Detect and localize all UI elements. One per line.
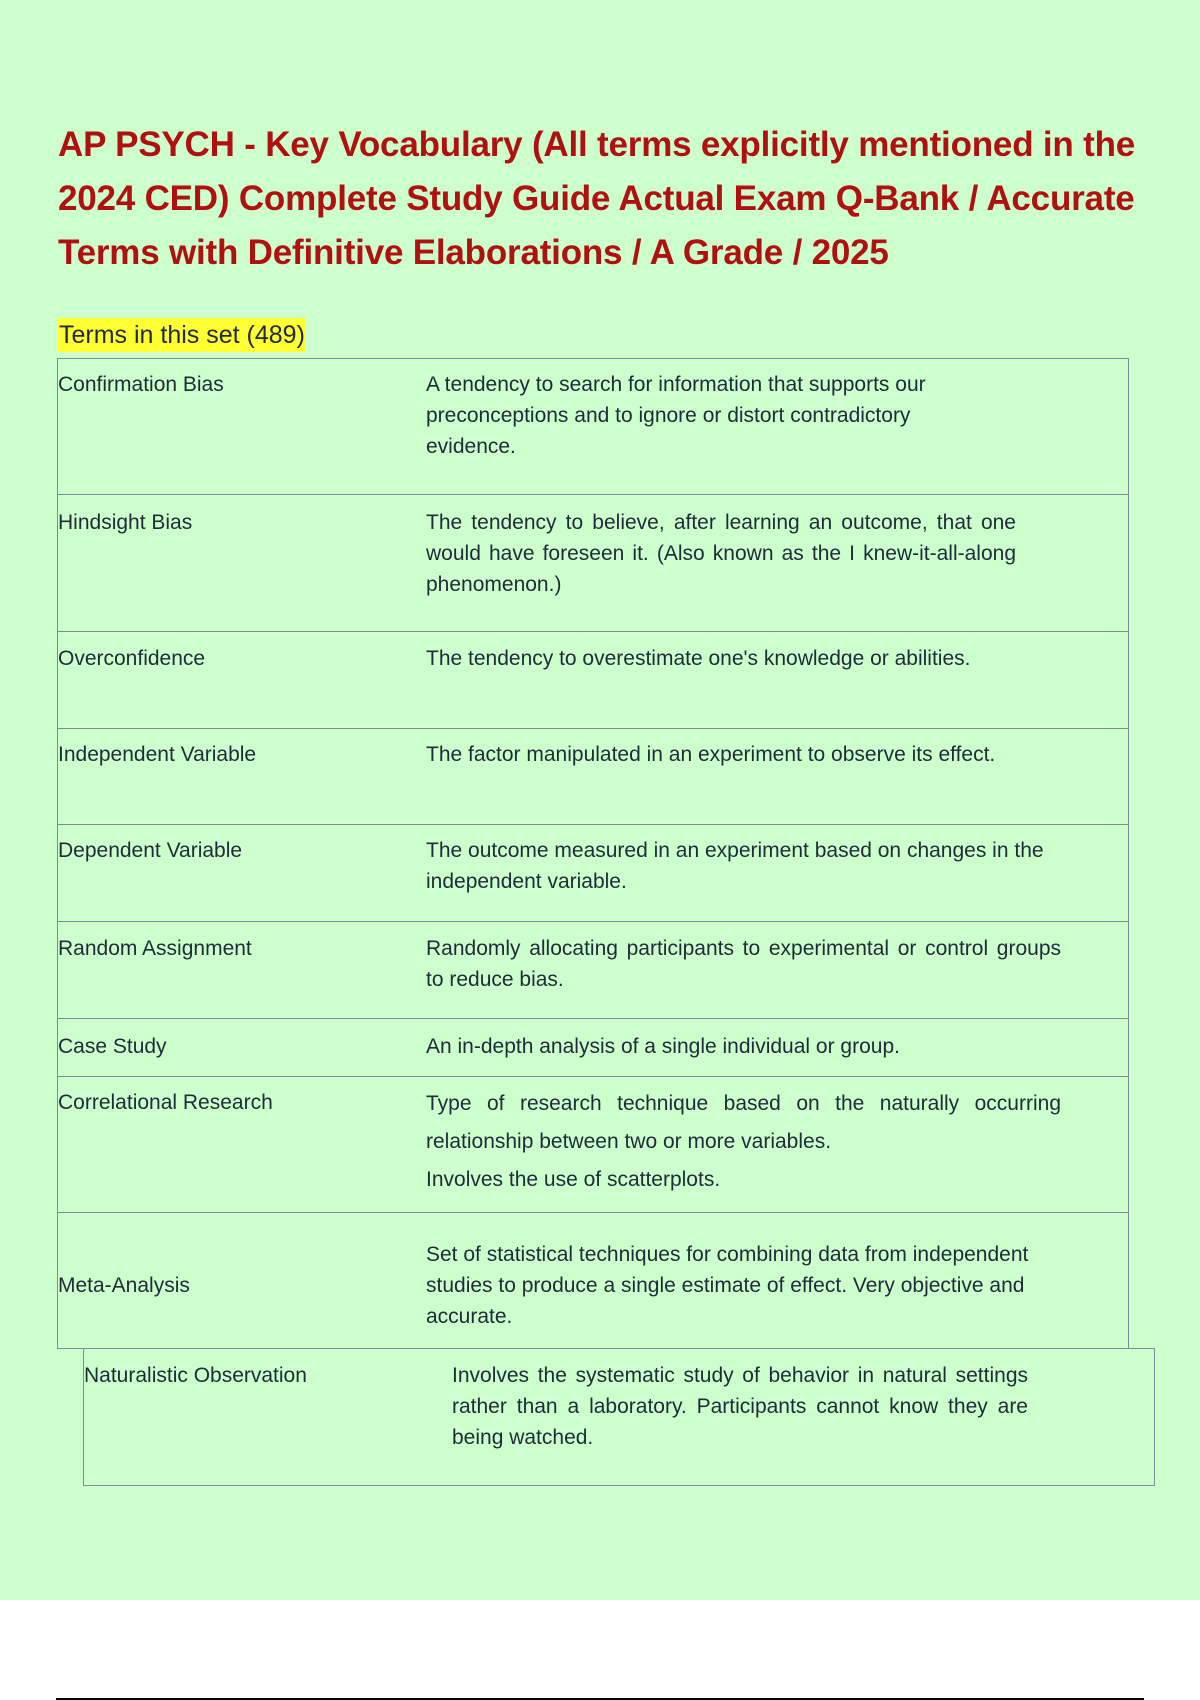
term-definition: The factor manipulated in an experiment to observe its effect. [426,743,996,766]
term-name: Case Study [58,1035,167,1058]
term-row [57,1018,1129,1077]
terms-count-heading: Terms in this set (489) [58,318,306,352]
term-name: Independent Variable [58,743,257,766]
term-row [57,494,1129,632]
term-definition: Type of research technique based on the naturally occurring relationship between two or more variables. [426,1092,1061,1153]
term-name: Meta-Analysis [58,1274,190,1297]
term-name: Naturalistic Observation [84,1364,307,1387]
term-name: Overconfidence [58,647,206,670]
term-definition: Set of statistical techniques for combining data from independent studies to produce a single estimate of effect. Very objective and accurate. [426,1243,1029,1328]
document-title: AP PSYCH - Key Vocabulary (All terms explicitly mentioned in the 2024 CED) Complete Study Guide Actual Exam Q-Bank / Accurate Terms with Definitive Elaborations / A Grade / 2025 [58,125,1136,272]
term-name: Dependent Variable [58,839,243,862]
term-definition: Randomly allocating participants to experimental or control groups to reduce bias. [426,937,1061,991]
term-row [57,1212,1129,1349]
term-definition: A tendency to search for information that supports our preconceptions and to ignore or distort contradictory evidence. [426,373,926,458]
term-row [57,728,1129,825]
term-definition: The tendency to believe, after learning an outcome, that one would have foreseen it. (Also known as the I knew-it-all-along phenomenon.) [426,511,1016,596]
term-row [57,631,1129,729]
term-definition: Involves the systematic study of behavior in natural settings rather than a laboratory. Participants cannot know they are being watched. [452,1364,1028,1449]
term-name: Random Assignment [58,937,252,960]
term-name: Correlational Research [58,1091,273,1114]
term-row [57,824,1129,922]
term-row [57,1076,1129,1213]
term-row [57,921,1129,1019]
term-definition: The outcome measured in an experiment based on changes in the independent variable. [426,839,1044,893]
term-row [83,1348,1155,1486]
term-row [57,358,1129,495]
term-definition-extra: Involves the use of scatterplots. [426,1168,721,1191]
term-name: Hindsight Bias [58,511,193,534]
term-definition: An in-depth analysis of a single individual or group. [426,1035,900,1058]
term-name: Confirmation Bias [58,373,224,396]
term-definition: The tendency to overestimate one's knowledge or abilities. [426,647,971,670]
